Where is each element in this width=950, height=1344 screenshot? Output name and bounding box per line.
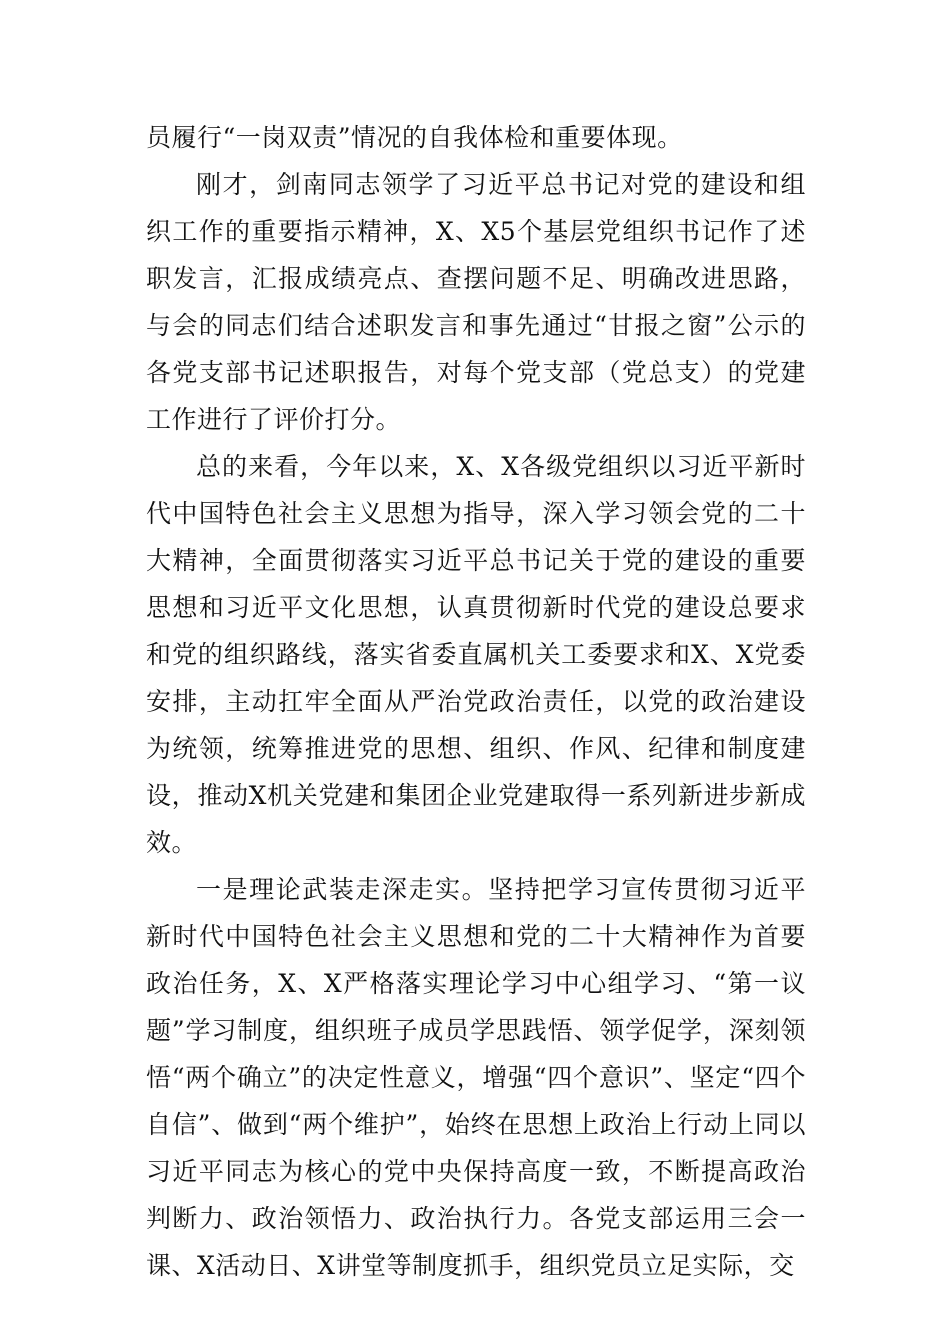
paragraph-overall-review: 总的来看，今年以来，X、X各级党组织以习近平新时代中国特色社会主义思想为指导，深入学习领会党的二十大精神，全面贯彻落实习近平总书记关于党的建设的重要思想和习近平文化思想，认真贯彻新时代党的建设总要求和党的组织路线，落实省委直属机关工委要求和X、X党委安排，主动扛牢全面从严治党政治责任，以党的政治建设为统领，统筹推进党的思想、组织、作风、纪律和制度建设，推动X机关党建和集团企业党建取得一系列新进步新成效。: [146, 452, 806, 857]
paragraph-meeting-summary: 刚才，剑南同志领学了习近平总书记对党的建设和组织工作的重要指示精神，X、X5个基层党组织书记作了述职发言，汇报成绩亮点、查摆问题不足、明确改进思路，与会的同志们结合述职发言和事先通过“甘报之窗”公示的各党支部书记述职报告，对每个党支部（党总支）的党建工作进行了评价打分。: [146, 170, 806, 434]
document-body: [146, 114, 806, 1289]
paragraph-continuation: 员履行“一岗双责”情况的自我体检和重要体现。: [146, 123, 683, 152]
paragraph-theory-study: 一是理论武装走深走实。坚持把学习宣传贯彻习近平新时代中国特色社会主义思想和党的二十大精神作为首要政治任务，X、X严格落实理论学习中心组学习、“第一议题”学习制度，组织班子成员学思践悟、领学促学，深刻领悟“两个确立”的决定性意义，增强“四个意识”、坚定“四个自信”、做到“两个维护”，始终在思想上政治上行动上同以习近平同志为核心的党中央保持高度一致，不断提高政治判断力、政治领悟力、政治执行力。各党支部运用三会一课、X活动日、X讲堂等制度抓手，组织党员立足实际，交: [146, 875, 806, 1280]
